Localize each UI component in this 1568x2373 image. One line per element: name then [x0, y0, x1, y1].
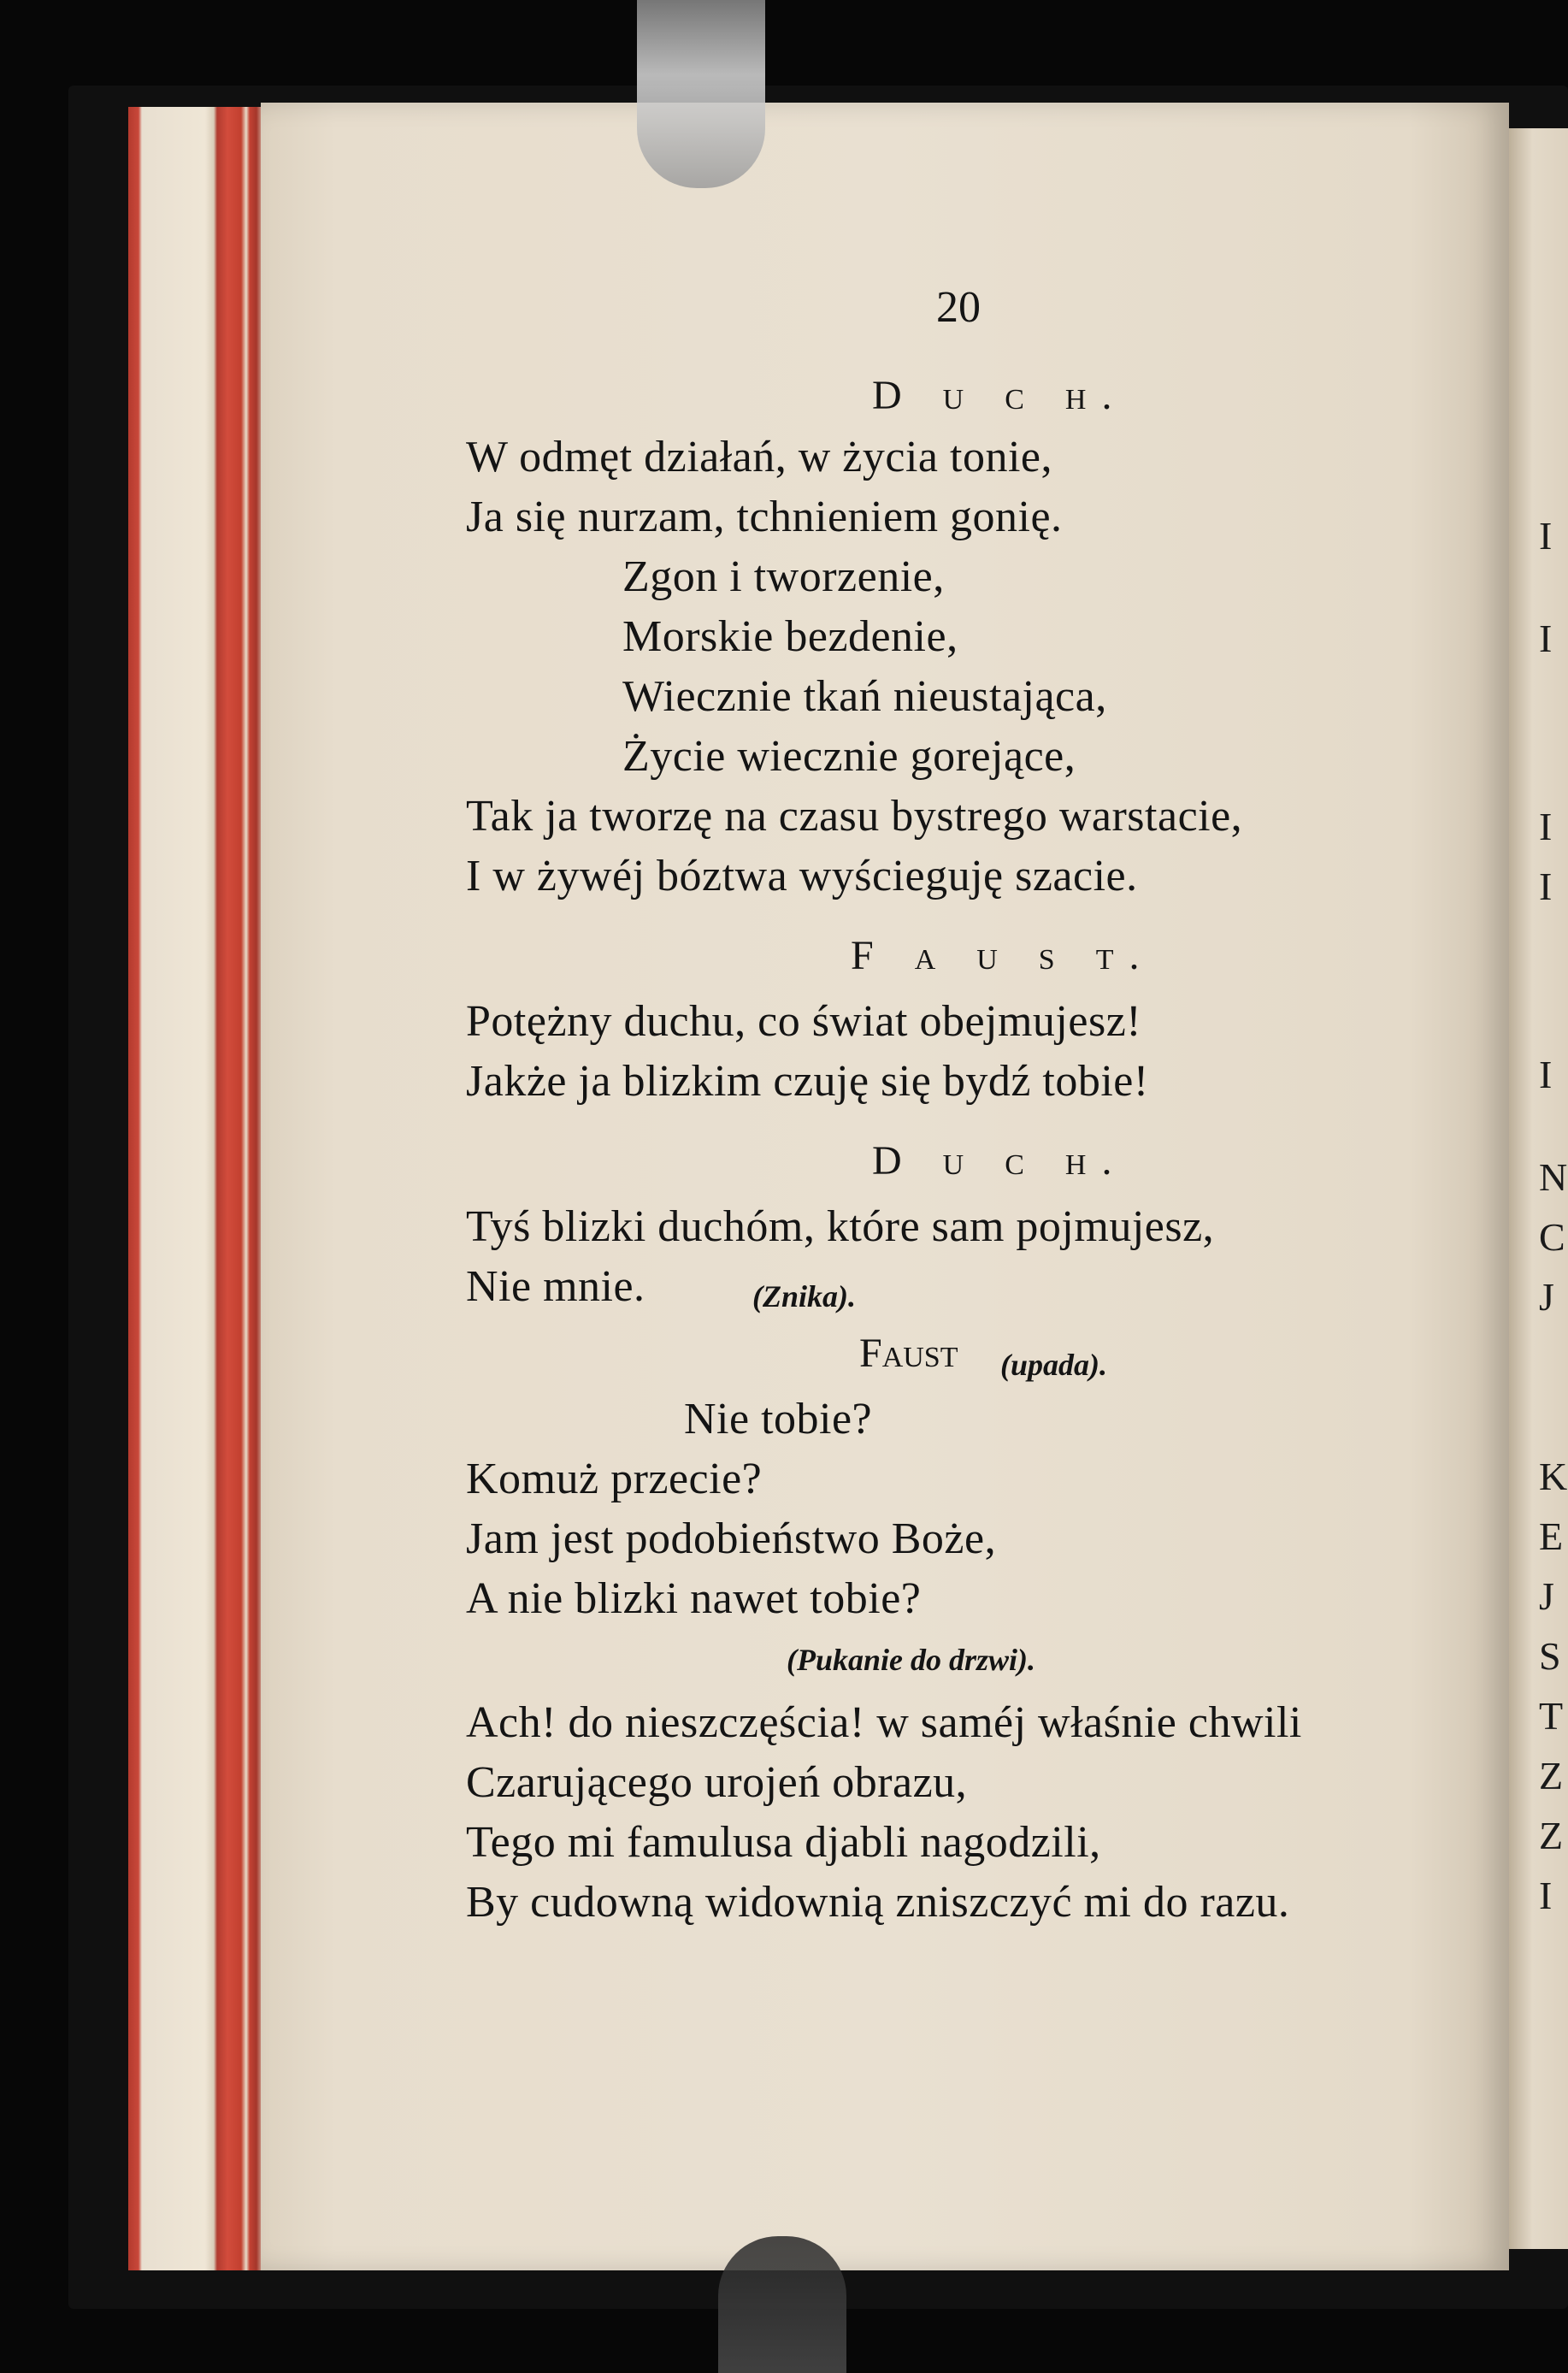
facing-page-letter: I [1539, 1053, 1553, 1096]
verse-line: W odmęt działań, w życia tonie, [466, 433, 1052, 481]
verse-line: Nie mnie. [466, 1262, 645, 1311]
facing-page-letter: I [1539, 514, 1553, 558]
verse-line: Wiecznie tkań nieustająca, [622, 672, 1107, 721]
stage-direction: (Znika). [752, 1279, 856, 1313]
facing-page-letter: I [1539, 617, 1553, 660]
verse-line: By cudowną widownią zniszczyć mi do razu. [466, 1878, 1290, 1927]
verse-line: Tak ja tworzę na czasu bystrego warstacie, [466, 792, 1243, 841]
verse-line: Komuż przecie? [466, 1455, 763, 1503]
verse-line: Potężny duchu, co świat obejmujesz! [466, 997, 1142, 1046]
speaker-faust: F a u s t. [851, 933, 1155, 978]
facing-page-letter: N [1539, 1155, 1568, 1199]
verse-line: Ja się nurzam, tchnieniem gonię. [466, 493, 1063, 541]
facing-page-letter: J [1539, 1574, 1554, 1618]
speaker-duch: D u c h. [872, 373, 1128, 418]
verse-line: Tego mi famulusa djabli nagodzili, [466, 1818, 1101, 1867]
stage-direction: (Pukanie do drzwi). [787, 1643, 1036, 1677]
facing-page-letter: I [1539, 805, 1553, 848]
verse-line: I w żywéj bóztwa wyścieguję szacie. [466, 852, 1138, 900]
facing-page-letter: K [1539, 1455, 1568, 1498]
verse-line: Jakże ja blizkim czuję się bydź tobie! [466, 1057, 1149, 1106]
facing-page-letter: Z [1539, 1754, 1564, 1797]
verse-line: A nie blizki nawet tobie? [466, 1574, 922, 1623]
verse-line: Jam jest podobieństwo Boże, [466, 1514, 997, 1563]
verse-line: Zgon i tworzenie, [622, 552, 945, 601]
verse-line: Życie wiecznie gorejące, [622, 732, 1076, 781]
facing-page-letter: S [1539, 1634, 1561, 1678]
facing-page-letter: Z [1539, 1814, 1564, 1857]
speaker-duch: D u c h. [872, 1138, 1128, 1184]
verse-line: Morskie bezdenie, [622, 612, 958, 661]
facing-page-letter: I [1539, 865, 1553, 908]
facing-page-letter: J [1539, 1275, 1554, 1319]
verse-line: Nie tobie? [684, 1395, 873, 1443]
verse-line: Ach! do nieszczęścia! w saméj właśnie chwili [466, 1698, 1302, 1747]
verse-line: Czarującego urojeń obrazu, [466, 1758, 968, 1807]
verse-line: Tyś blizki duchóm, które sam pojmujesz, [466, 1202, 1215, 1251]
facing-page-letter: I [1539, 1874, 1553, 1917]
stage-direction: (upada). [1000, 1348, 1107, 1382]
facing-page-letter: E [1539, 1514, 1564, 1558]
page-number: 20 [936, 283, 981, 332]
facing-page-letter: T [1539, 1694, 1564, 1738]
speaker-faust: Faust [859, 1331, 958, 1376]
facing-page-letter: C [1539, 1215, 1565, 1259]
